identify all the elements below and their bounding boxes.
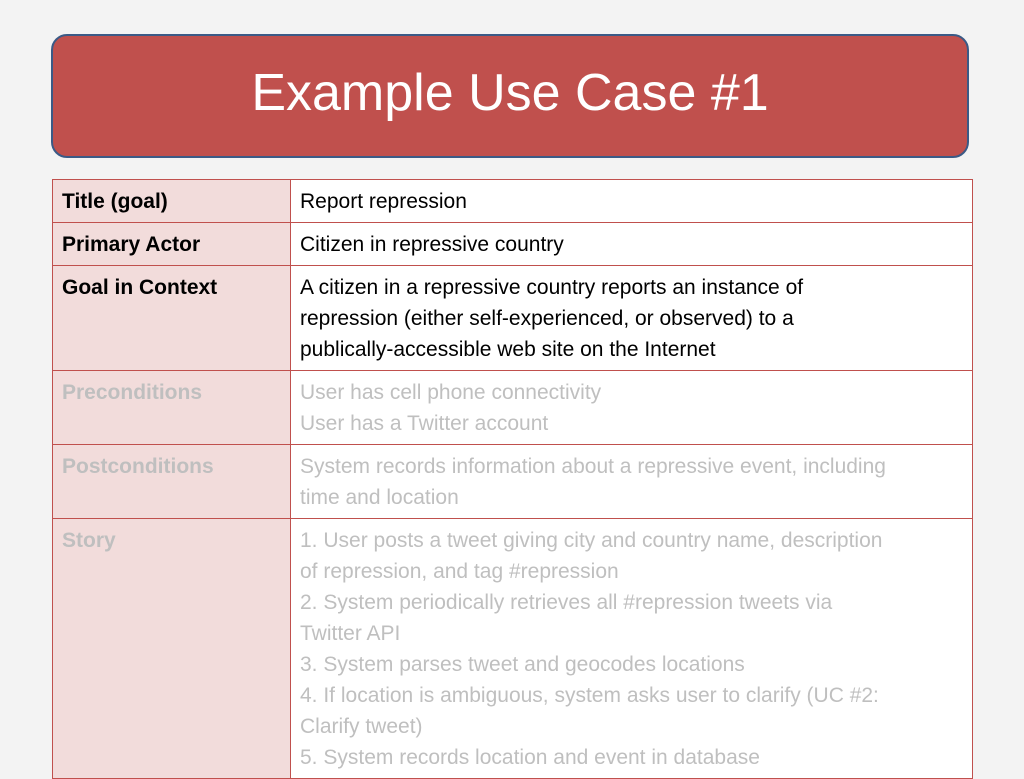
row-value-line: repression (either self-experienced, or observed) to a xyxy=(300,307,794,330)
row-label: Goal in Context xyxy=(53,266,291,371)
row-value-line: User has cell phone connectivity xyxy=(300,381,602,404)
row-value xyxy=(291,223,973,266)
row-value-line: Clarify tweet) xyxy=(300,715,423,738)
row-value-line: User has a Twitter account xyxy=(300,412,549,435)
slide-title: Example Use Case #1 xyxy=(251,64,769,122)
table-row-story xyxy=(53,519,973,779)
row-value xyxy=(291,445,973,519)
row-value xyxy=(291,180,973,223)
row-value-line: A citizen in a repressive country reports an instance of xyxy=(300,276,804,299)
row-value-line: 4. If location is ambiguous, system asks user to clarify (UC #2: xyxy=(300,684,879,707)
table-row-primary-actor xyxy=(53,223,973,266)
row-value-line: 3. System parses tweet and geocodes locations xyxy=(300,653,745,676)
row-value-line: Report repression xyxy=(300,190,467,213)
table-row-postconditions xyxy=(53,445,973,519)
row-value-line: 2. System periodically retrieves all #repression tweets via xyxy=(300,591,833,614)
row-value xyxy=(291,266,973,371)
row-label: Primary Actor xyxy=(53,223,291,266)
row-label: Title (goal) xyxy=(53,180,291,223)
row-value-line: 1. User posts a tweet giving city and country name, description xyxy=(300,529,883,552)
row-value-line: time and location xyxy=(300,486,459,509)
row-label: Story xyxy=(53,519,291,779)
row-value-line: 5. System records location and event in database xyxy=(300,746,760,769)
row-value-line: publically-accessible web site on the Internet xyxy=(300,338,716,361)
row-value xyxy=(291,371,973,445)
table-row-preconditions xyxy=(53,371,973,445)
use-case-table xyxy=(52,179,973,779)
slide-title-box xyxy=(51,34,969,158)
row-label: Preconditions xyxy=(53,371,291,445)
row-value-line: Twitter API xyxy=(300,622,401,645)
row-value-line: of repression, and tag #repression xyxy=(300,560,619,583)
table-row-goal-in-context xyxy=(53,266,973,371)
row-label: Postconditions xyxy=(53,445,291,519)
table-row-title-goal xyxy=(53,180,973,223)
row-value-line: System records information about a repressive event, including xyxy=(300,455,886,478)
row-value-line: Citizen in repressive country xyxy=(300,233,564,256)
row-value xyxy=(291,519,973,779)
